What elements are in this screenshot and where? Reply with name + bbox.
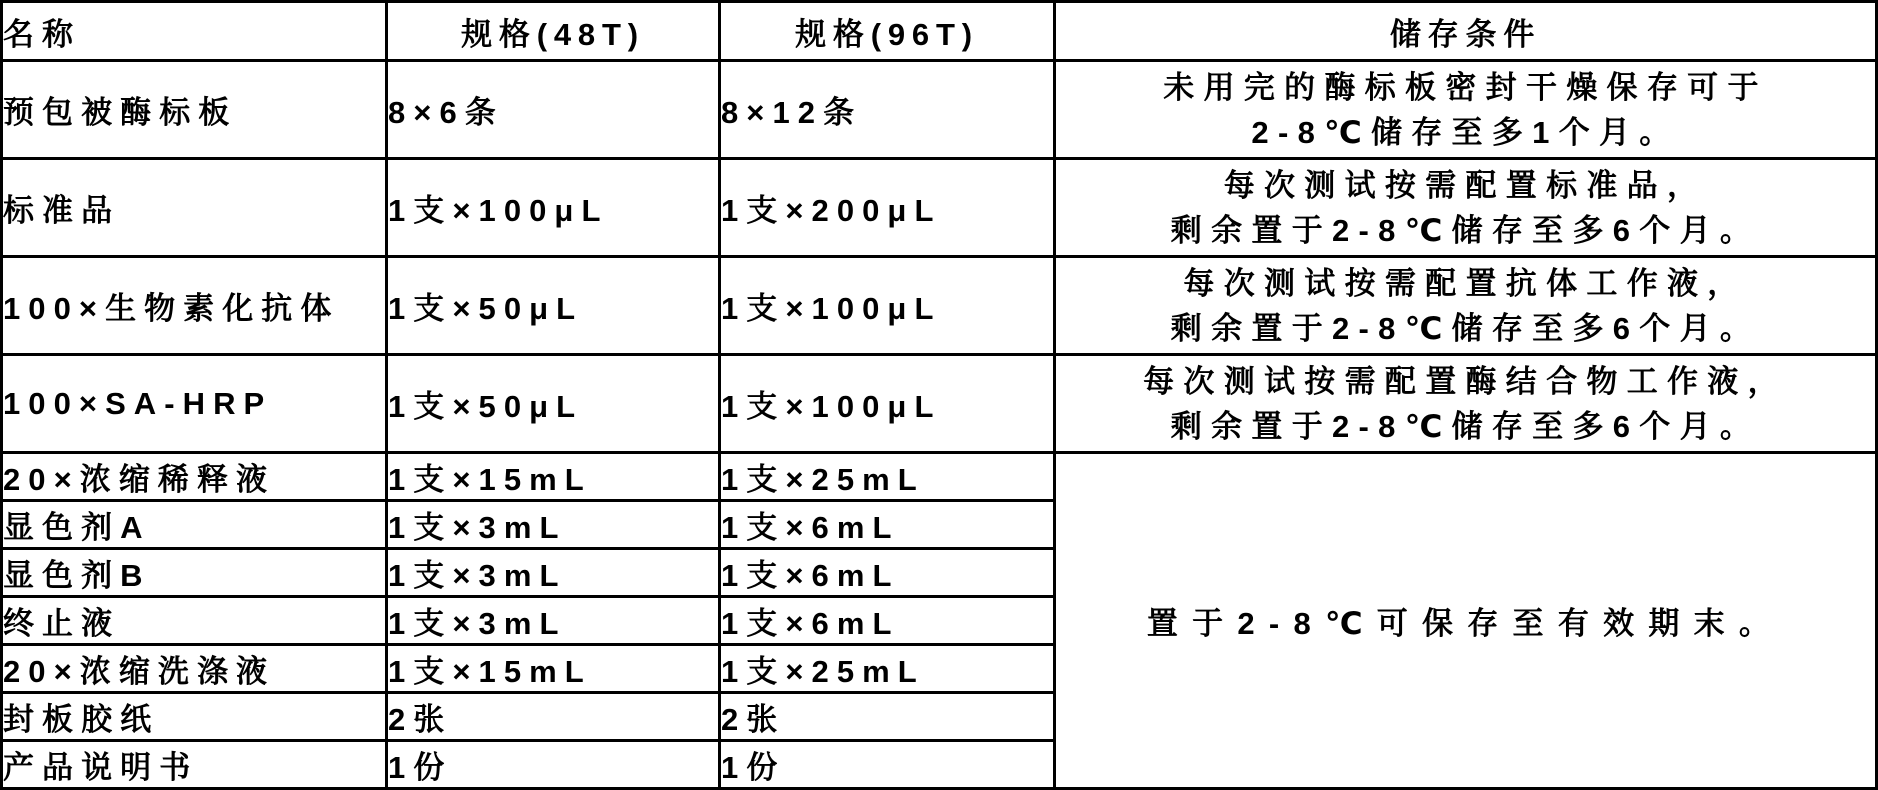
spec48-cell: 1支×3mL: [387, 549, 720, 597]
spec96-cell: 1支×200μL: [720, 159, 1055, 257]
storage-line: 每次测试按需配置抗体工作液，: [1183, 265, 1748, 301]
storage-line: 2-8℃储存至多1个月。: [1251, 114, 1680, 150]
name-cell: 封板胶纸: [2, 693, 387, 741]
spec48-cell: 1支×100μL: [387, 159, 720, 257]
spec48-cell: 1支×3mL: [387, 597, 720, 645]
header-spec-96t: 规格(96T): [720, 2, 1055, 61]
storage-line: 未用完的酶标板密封干燥保存可于: [1163, 69, 1768, 105]
name-cell: 100×生物素化抗体: [2, 257, 387, 355]
spec96-cell: 1支×100μL: [720, 355, 1055, 453]
table-row: [2, 61, 1877, 159]
spec96-cell: 1支×6mL: [720, 597, 1055, 645]
table-row: [2, 355, 1877, 453]
spec96-cell: 1支×100μL: [720, 257, 1055, 355]
name-cell: 显色剂B: [2, 549, 387, 597]
spec96-cell: 8×12条: [720, 61, 1055, 159]
name-cell: 标准品: [2, 159, 387, 257]
name-cell: 预包被酶标板: [2, 61, 387, 159]
header-name: 名称: [2, 2, 387, 61]
spec48-cell: 1支×50μL: [387, 257, 720, 355]
merged-storage-cell: 置于2-8℃可保存至有效期末。: [1055, 453, 1877, 789]
header-storage-conditions: 储存条件: [1055, 2, 1877, 61]
storage-line: 剩余置于2-8℃储存至多6个月。: [1170, 310, 1761, 346]
table-row: [2, 257, 1877, 355]
spec48-cell: 1支×50μL: [387, 355, 720, 453]
storage-cell: [1055, 159, 1877, 257]
name-cell: 20×浓缩洗涤液: [2, 645, 387, 693]
spec96-cell: 1支×25mL: [720, 645, 1055, 693]
header-spec-48t: 规格(48T): [387, 2, 720, 61]
storage-cell: [1055, 355, 1877, 453]
spec48-cell: 1支×3mL: [387, 501, 720, 549]
storage-line: 剩余置于2-8℃储存至多6个月。: [1170, 212, 1761, 248]
name-cell: 产品说明书: [2, 741, 387, 789]
spec96-cell: 1支×6mL: [720, 501, 1055, 549]
spec48-cell: 2张: [387, 693, 720, 741]
name-cell: 100×SA-HRP: [2, 355, 387, 453]
name-cell: 终止液: [2, 597, 387, 645]
name-cell: 显色剂A: [2, 501, 387, 549]
spec96-cell: 1份: [720, 741, 1055, 789]
spec48-cell: 1支×15mL: [387, 453, 720, 501]
table-row: [2, 159, 1877, 257]
spec48-cell: 1支×15mL: [387, 645, 720, 693]
spec96-cell: 1支×25mL: [720, 453, 1055, 501]
header-row: [2, 2, 1877, 61]
spec96-cell: 1支×6mL: [720, 549, 1055, 597]
storage-line: 每次测试按需配置标准品，: [1223, 167, 1708, 203]
spec48-cell: 1份: [387, 741, 720, 789]
storage-cell: [1055, 257, 1877, 355]
table-row: [2, 453, 1877, 501]
storage-line: 每次测试按需配置酶结合物工作液，: [1143, 363, 1788, 399]
storage-line: 剩余置于2-8℃储存至多6个月。: [1170, 408, 1761, 444]
name-cell: 20×浓缩稀释液: [2, 453, 387, 501]
spec48-cell: 8×6条: [387, 61, 720, 159]
storage-cell: [1055, 61, 1877, 159]
spec96-cell: 2张: [720, 693, 1055, 741]
